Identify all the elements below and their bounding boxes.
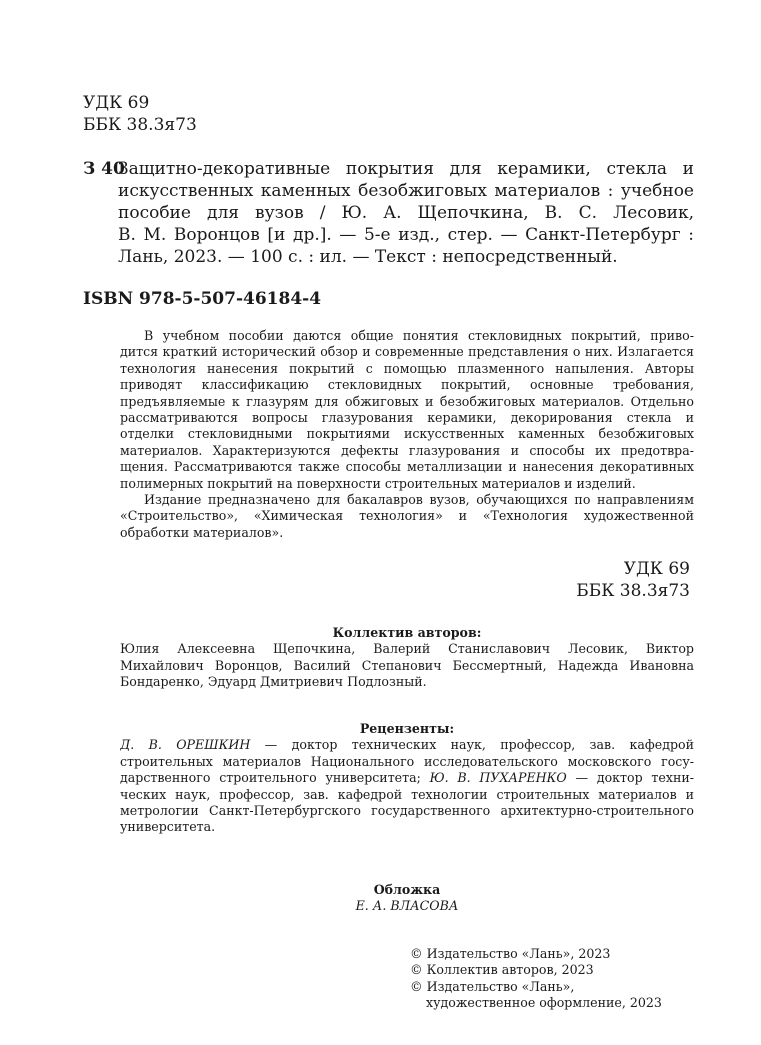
abstract-line: технология нанесения покрытий с помощью плазменного напыления. Авторы [120,360,694,376]
reviewer-name: Д. В. ОРЕШКИН [120,737,251,753]
copyright-line: © Издательство «Лань», [410,978,575,994]
cover-section [120,882,694,915]
reviewer-line: Д. В. ОРЕШКИН — доктор технических наук, профессор, зав. кафедрой [120,737,694,753]
citation-text [118,158,694,268]
reviewer-line: строительных материалов Национального исследовательского московского госу- [120,753,694,769]
reviewers-section [120,721,694,836]
citation-line: Лань, 2023. — 100 с. : ил. — Текст : непосредственный. [118,247,618,267]
copyright-line: художественное оформление, 2023 [426,995,662,1011]
abstract-line: приводят классификацию стекловидных покрытий, основные требования, [120,377,694,393]
abstract-line: материалов. Характеризуются дефекты глазурования и способы их предотвра- [120,442,694,458]
reviewer-name: Ю. В. ПУХАРЕНКО [429,770,567,786]
authors-heading: Коллектив авторов: [332,625,482,640]
abstract-line: полимерных покрытий на поверхности строительных материалов и изделий. [120,475,636,491]
citation-line: пособие для вузов / Ю. А. Щепочкина, В. С. Лесовик, [118,203,694,223]
reviewer-line: дарственного строительного университета; Ю. В. ПУХАРЕНКО — доктор техни- [120,770,694,786]
reviewer-line: ческих наук, профессор, зав. кафедрой технологии строительных материалов и [120,786,694,802]
reviewers-heading: Рецензенты: [359,721,455,736]
copyright-section [410,946,700,1012]
author-mark: З 40 [83,159,125,179]
abstract-line: дится краткий исторический обзор и современные представления о них. Излагается [120,344,694,360]
reviewer-line: метрологии Санкт-Петербургского государственного архитектурно-строительного [120,802,694,818]
authors-line: Михайлович Воронцов, Василий Степанович Бессмертный, Надежда Ивановна [120,657,694,673]
udk-code: УДК 69 [83,93,150,113]
abstract-line: обработки материалов». [120,524,284,540]
abstract [120,328,694,541]
abstract-line: Издание предназначено для бакалавров вузов, обучающихся по направлениям [144,491,694,507]
abstract-line: рассматриваются вопросы глазурования керамики, декорирования стекла и [120,409,694,425]
footer-codes [500,558,690,602]
abstract-line: предъявляемые к глазурям для обжиговых и безобжиговых материалов. Отдельно [120,393,694,409]
cover-heading: Обложка [373,882,441,897]
footer-udk-code: УДК 69 [623,559,690,579]
abstract-line: «Строительство», «Химическая технология» и «Технология художественной [120,508,694,524]
abstract-line: щения. Рассматриваются также способы металлизации и нанесения декоративных [120,459,694,475]
footer-bbk-code: ББК 38.3я73 [576,581,690,601]
citation-line: В. М. Воронцов [и др.]. — 5-е изд., стер. — Санкт-Петербург : [118,225,694,245]
bbk-code: ББК 38.3я73 [83,115,197,135]
abstract-line: В учебном пособии даются общие понятия стекловидных покрытий, приво- [144,328,694,343]
citation-line: искусственных каменных безобжиговых материалов : учебное [118,181,694,201]
authors-line: Юлия Алексеевна Щепочкина, Валерий Станиславович Лесовик, Виктор [120,641,694,657]
citation-line: Защитно-декоративные покрытия для керамики, стекла и [118,159,694,179]
authors-section [120,625,694,691]
authors-line: Бондаренко, Эдуард Дмитриевич Подлозный. [120,674,427,690]
abstract-line: отделки стекловидными покрытиями искусственных каменных безобжиговых [120,426,694,442]
copyright-line: © Издательство «Лань», 2023 [410,946,611,961]
cover-designer: Е. А. ВЛАСОВА [355,898,459,914]
copyright-line: © Коллектив авторов, 2023 [410,962,594,978]
isbn: ISBN 978-5-507-46184-4 [83,289,322,309]
reviewer-line: университета. [120,819,216,835]
